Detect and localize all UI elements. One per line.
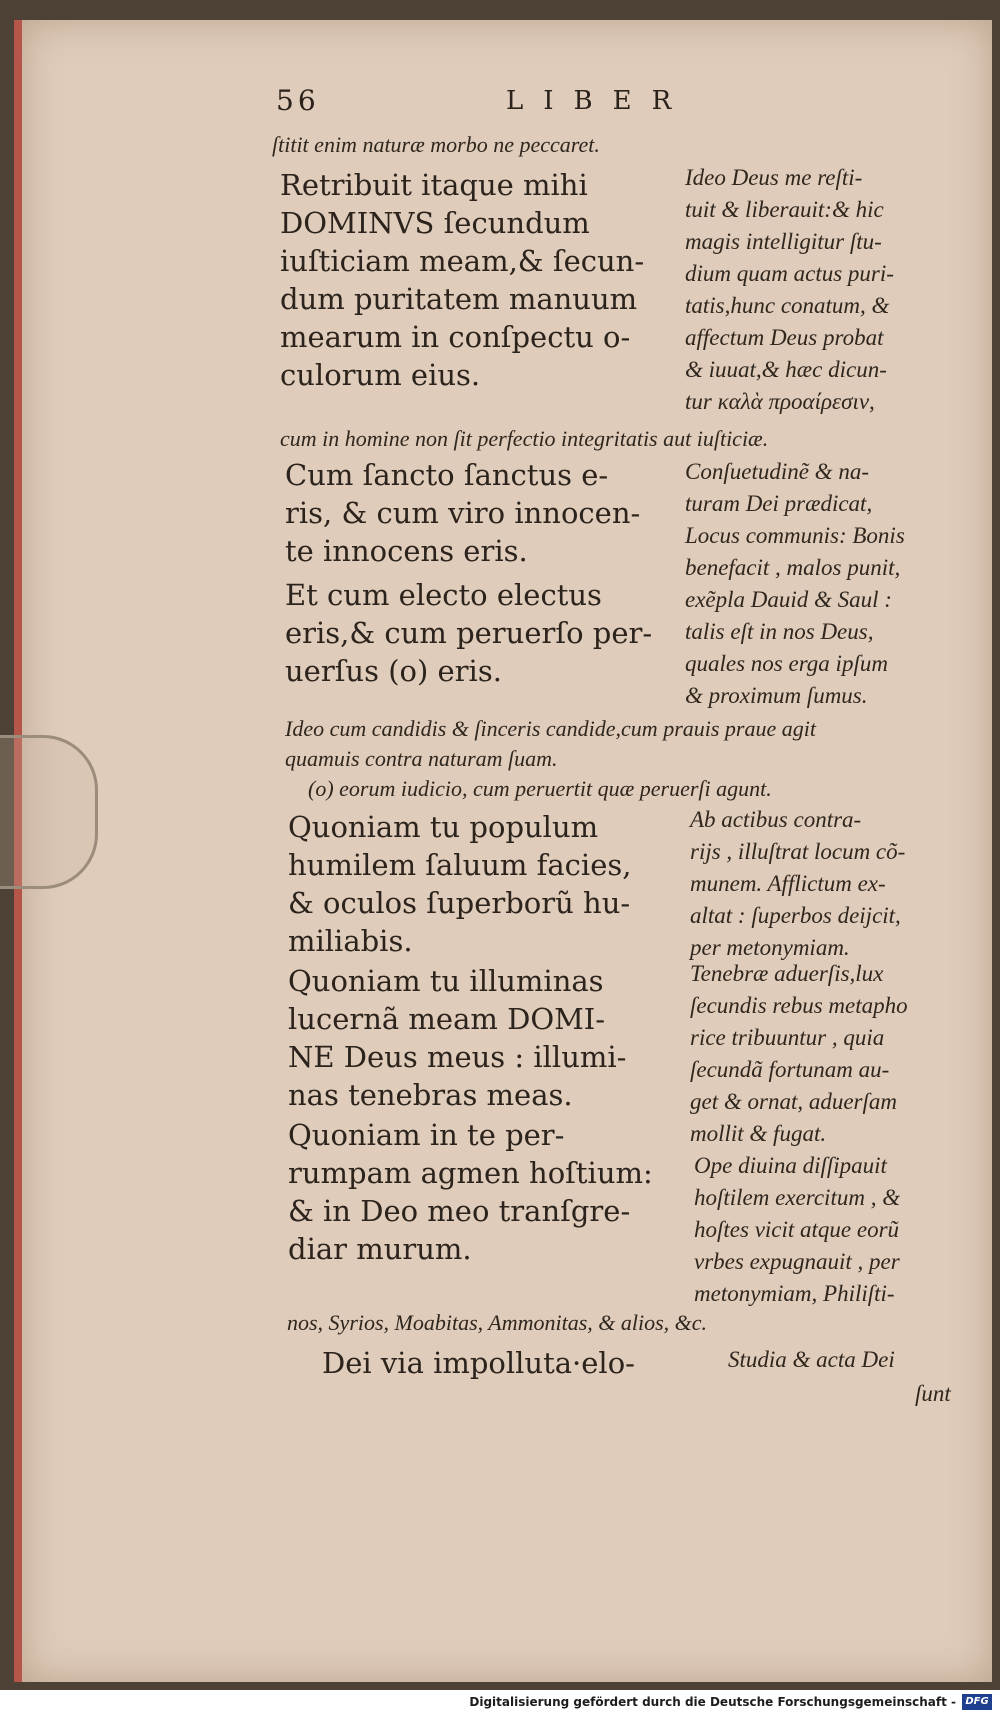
- book-clasp: [0, 735, 98, 889]
- page-header: [276, 84, 736, 124]
- gloss-ab-actibus: Ab actibus contra- rijs , illuſtrat locum cõ- munem. Afflictum ex- altat : ſuperbos deijcit, per metonymiam.: [690, 807, 906, 960]
- verse-cum-sancto: Cum ſancto ſanctus e- ris, & cum viro innocen- te innocens eris.: [285, 458, 641, 568]
- verse-quoniam-populum: Quoniam tu populum humilem ſaluum facies, & oculos ſuperborũ hu- miliabis.: [288, 810, 632, 958]
- gloss-continuation-2: Ideo cum candidis & ſinceris candide,cum prauis praue agit quamuis contra naturam ſuam.: [285, 716, 816, 771]
- verse-dei-via: Dei via impolluta·elo-: [322, 1346, 635, 1380]
- catchword: ſunt: [915, 1381, 951, 1406]
- gloss-continuation-3: nos, Syrios, Moabitas, Ammonitas, & alios, &c.: [287, 1310, 708, 1335]
- gloss-continuation-1: cum in homine non ſit perfectio integritatis aut iuſticiæ.: [280, 426, 769, 451]
- verse-quoniam-illuminas: Quoniam tu illuminas lucernã meam DOMI- NE Deus meus : illumi- nas tenebras meas.: [288, 964, 627, 1112]
- gloss-ideo-deus: Ideo Deus me reſti- tuit & liberauit:& hic magis intelligitur ſtu- dium quam actus puri- tatis,hunc conatum, & affectum Deus probat & iuuat,& hæc dicun- tur καλὰ προαίρεσιν,: [685, 165, 894, 414]
- gloss-consuetudine: Conſuetudinẽ & na- turam Dei prædicat, Locus communis: Bonis benefacit , malos punit, exẽpla Dauid & Saul : talis eſt in nos Deus, quales nos erga ipſum & proximum ſumus.: [685, 459, 905, 708]
- gloss-tenebrae: Tenebræ aduerſis,lux ſecundis rebus metapho rice tribuuntur , quia ſecundã fortunam au- get & ornat, aduerſam mollit & fugat.: [690, 961, 908, 1146]
- running-head: LIBER: [506, 86, 692, 116]
- funding-credit: Digitalisierung gefördert durch die Deutsche Forschungsgemeinschaft -: [469, 1695, 956, 1709]
- gloss-studia: Studia & acta Dei: [728, 1347, 895, 1372]
- digitization-footer: [0, 1690, 1000, 1715]
- page-number: 56: [276, 84, 320, 117]
- verse-quoniam-in-te: Quoniam in te per- rumpam agmen hoſtium: & in Deo meo tranſgre- diar murum.: [288, 1118, 653, 1266]
- gloss-ope-diuina: Ope diuina diſſipauit hoſtilem exercitum , & hoſtes vicit atque eorũ vrbes expugnauit , per metonymiam, Philiſti-: [694, 1153, 901, 1306]
- verse-retribuit: Retribuit itaque mihi DOMINVS ſecundum iuſticiam meam,& ſecun- dum puritatem manuum mearum in conſpectu o- culorum eius.: [280, 168, 645, 392]
- verse-et-cum-electo: Et cum electo electus eris,& cum peruerſo per- uerſus (o) eris.: [285, 578, 653, 688]
- footnote-o: (o) eorum iudicio, cum peruertit quæ peruerſi agunt.: [308, 776, 772, 801]
- dfg-logo: DFG: [962, 1694, 992, 1710]
- continued-note-line: ſtitit enim naturæ morbo ne peccaret.: [272, 132, 600, 157]
